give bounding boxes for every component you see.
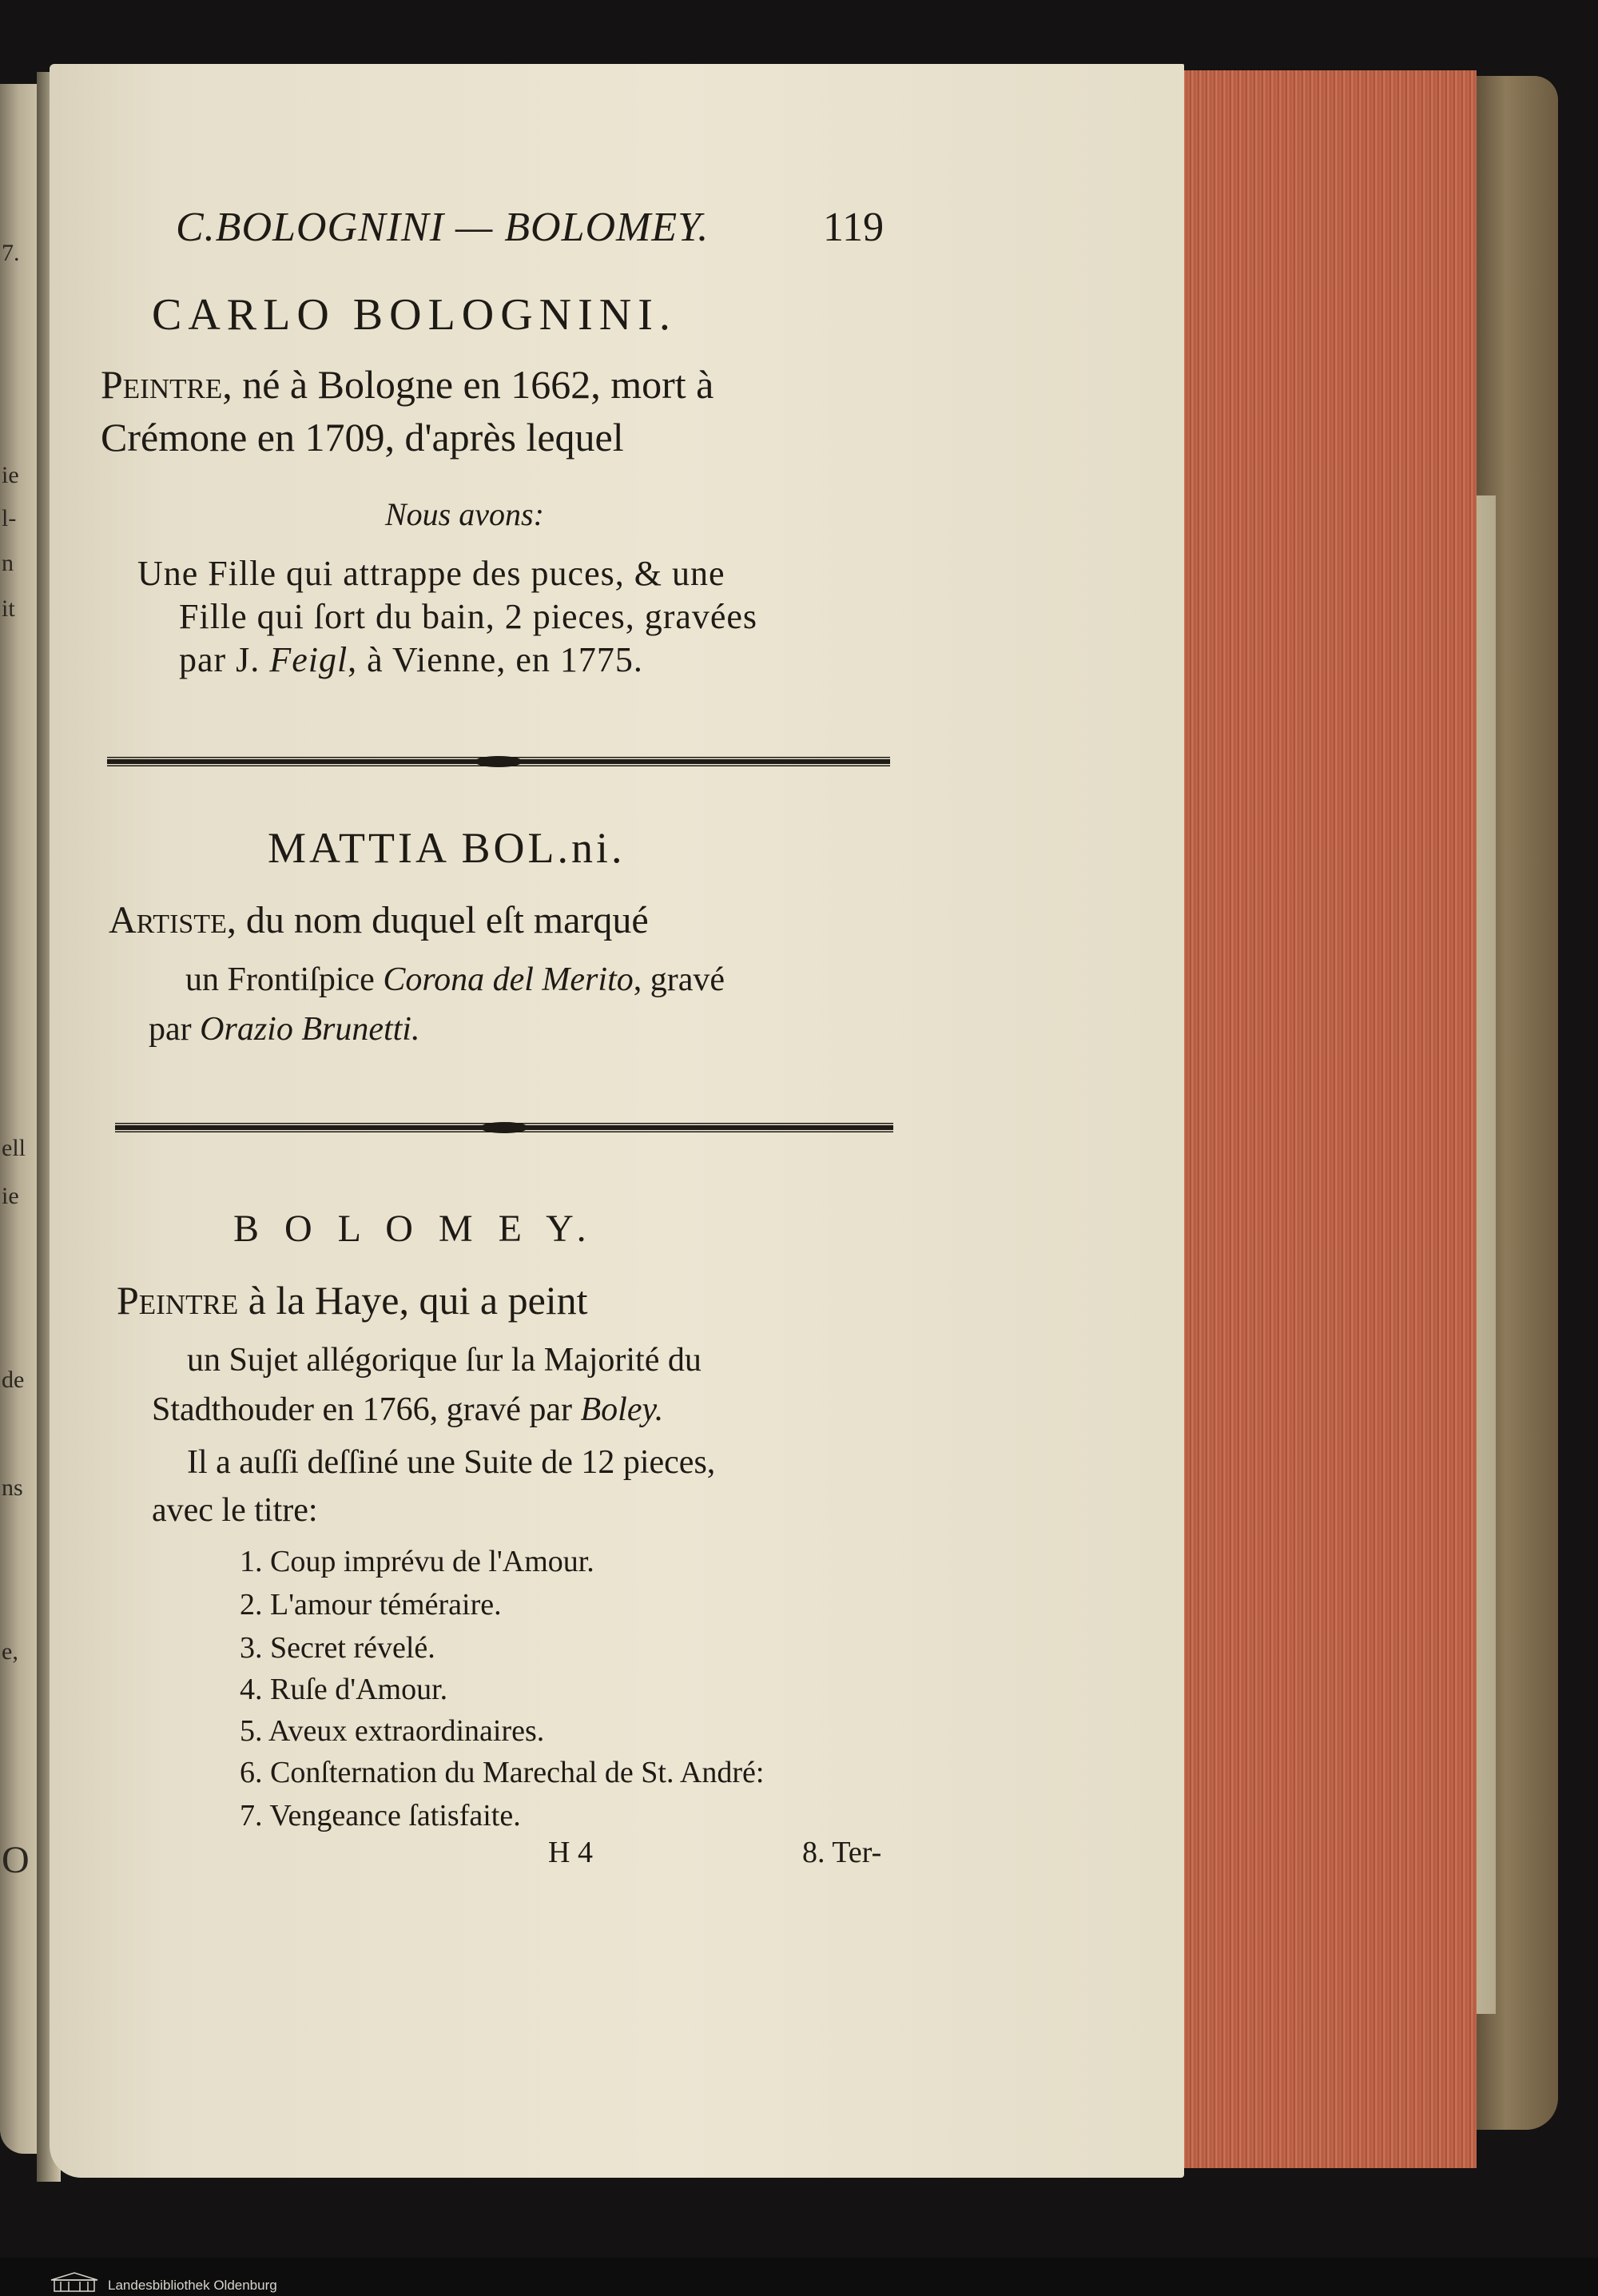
list-item: 2. L'amour téméraire. [240, 1588, 502, 1622]
catchword: 8. Ter- [802, 1836, 882, 1869]
entry-text-line: Crémone en 1709, d'après lequel [101, 415, 624, 460]
entry-text-line: un Sujet allégorique ſur la Majorité du [187, 1342, 702, 1379]
left-page-fragment: O [2, 1839, 30, 1881]
entry-text-line: Artiste, du nom duquel eſt marqué [109, 899, 649, 941]
left-page-fragment: n [2, 550, 14, 576]
entry-text-line: Peintre à la Haye, qui a peint [117, 1278, 588, 1323]
left-page-fragment: ie [2, 1183, 19, 1209]
entry-lead-word: Artiste [109, 899, 227, 941]
signature-mark: H 4 [548, 1836, 593, 1869]
list-item: 3. Secret révelé. [240, 1631, 435, 1665]
left-page-fragment: l- [2, 505, 17, 531]
entry-lead-word: Peintre [101, 362, 223, 407]
entry-title: B O L O M E Y. [233, 1208, 594, 1250]
left-page-fragment: de [2, 1367, 25, 1393]
left-page-fragment: 7. [2, 240, 20, 266]
entry-title: CARLO BOLOGNINI. [152, 290, 677, 340]
entry-text-line: Fille qui ſort du bain, 2 pieces, gravées [179, 597, 758, 636]
entry-text-line: par J. Feigl, à Vienne, en 1775. [179, 640, 643, 679]
page-edges [1163, 70, 1477, 2168]
entry-text-line: Il a auſſi deſſiné une Suite de 12 pieces, [187, 1444, 716, 1481]
list-item: 5. Aveux extraordinaires. [240, 1714, 545, 1748]
left-page-fragment: ie [2, 462, 19, 488]
left-page-fragment: ns [2, 1474, 23, 1501]
running-head: C.BOLOGNINI — BOLOMEY. [176, 205, 710, 250]
library-building-icon [50, 2272, 99, 2293]
entry-title: MATTIA BOL.ni. [268, 824, 626, 872]
footer-institution: Landesbibliothek Oldenburg [108, 2278, 277, 2293]
list-item: 7. Vengeance ſatisfaite. [240, 1799, 521, 1832]
left-page-fragment: ell [2, 1135, 26, 1161]
list-item: 1. Coup imprévu de l'Amour. [240, 1545, 594, 1578]
entry-subhead: Nous avons: [385, 496, 544, 532]
left-page-fragment: it [2, 595, 15, 622]
entry-lead-word: Peintre [117, 1278, 239, 1323]
entry-text-line: par Orazio Brunetti. [149, 1011, 420, 1048]
list-item: 6. Conſternation du Marechal de St. André: [240, 1756, 765, 1789]
page-number: 119 [823, 205, 884, 250]
entry-text-line: un Frontiſpice Corona del Merito, gravé [185, 961, 725, 998]
entry-text-line: Une Fille qui attrappe des puces, & une [137, 554, 725, 593]
list-item: 4. Ruſe d'Amour. [240, 1673, 448, 1706]
left-page-fragment: e, [2, 1638, 18, 1665]
entry-text-line: avec le titre: [152, 1492, 318, 1529]
entry-text-line: Stadthouder en 1766, gravé par Boley. [152, 1391, 664, 1428]
entry-text-line: Peintre, né à Bologne en 1662, mort à [101, 362, 714, 407]
ornamental-rule [115, 1122, 893, 1133]
ornamental-rule [107, 756, 890, 767]
